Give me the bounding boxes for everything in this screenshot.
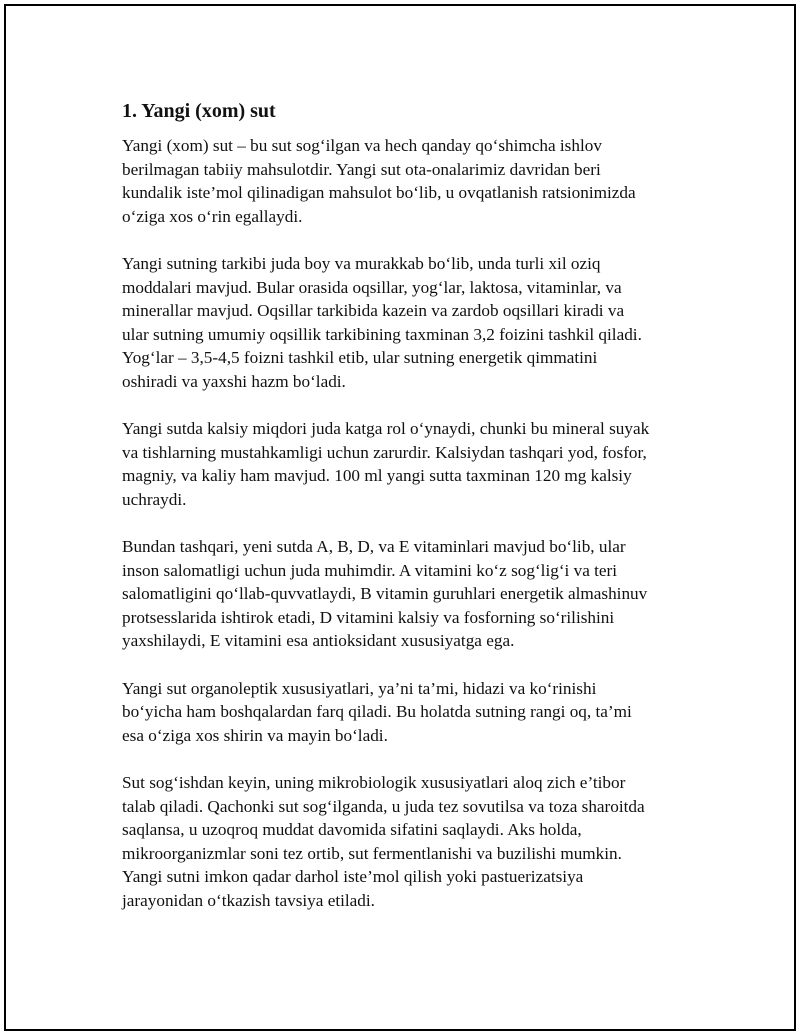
- document-page: [4, 4, 796, 1031]
- paragraph-composition: Yangi sutning tarkibi juda boy va murakkab bo‘lib, unda turli xil oziq moddalari mavjud. Bular orasida oqsillar, yog‘lar, laktosa, vitaminlar, va minerallar mavjud. Oqsillar tarkibida kazein va zardob oqsillari kiradi va ular sutning umumiy oqsillik tarkibining taxminan 3,2 foizini tashkil qiladi. Yog‘lar – 3,5-4,5 foizni tashkil etib, ular sutning energetik qimmatini oshiradi va yaxshi hazm bo‘ladi.: [122, 254, 642, 391]
- section-heading: 1. Yangi (xom) sut: [122, 100, 276, 122]
- paragraph-minerals: Yangi sutda kalsiy miqdori juda katga rol o‘ynaydi, chunki bu mineral suyak va tishlarning mustahkamligi uchun zarurdir. Kalsiydan tashqari yod, fosfor, magniy, va kaliy ham mavjud. 100 ml yangi sutta taxminan 120 mg kalsiy uchraydi.: [122, 419, 650, 509]
- paragraph-intro: Yangi (xom) sut – bu sut sog‘ilgan va hech qanday qo‘shimcha ishlov berilmagan tabiiy mahsulotdir. Yangi sut ota-onalarimiz davridan beri kundalik iste’mol qilinadigan mahsulot bo‘lib, u ovqatlanish ratsionimizda o‘ziga xos o‘rin egallaydi.: [122, 136, 636, 226]
- paragraph-organoleptic: Yangi sut organoleptik xususiyatlari, ya’ni ta’mi, hidazi va ko‘rinishi bo‘yicha ham boshqalardan farq qiladi. Bu holatda sutning rangi oq, ta’mi esa o‘ziga xos shirin va mayin bo‘ladi.: [122, 678, 632, 745]
- paragraph-microbiology: Sut sog‘ishdan keyin, uning mikrobiologik xususiyatlari aloq zich e’tibor talab qiladi. Qachonki sut sog‘ilganda, u juda tez sovutilsa va toza sharoitda saqlansa, u uzoqroq muddat davomida sifatini saqlaydi. Aks holda, mikroorganizmlar soni tez ortib, sut fermentlanishi va buzilishi mumkin. Yangi sutni imkon qadar darhol iste’mol qilish yoki pastuerizatsiya jarayonidan o‘tkazish tavsiya etiladi.: [122, 773, 645, 910]
- document-body: [122, 98, 702, 936]
- paragraph-vitamins: Bundan tashqari, yeni sutda A, B, D, va E vitaminlari mavjud bo‘lib, ular inson salomatligi uchun juda muhimdir. A vitamini ko‘z sog‘lig‘i va teri salomatligini qo‘llab-quvvatlaydi, B vitamin guruhlari energetik almashinuv protsesslarida ishtirok etadi, D vitamini kalsiy va fosforning so‘rilishini yaxshilaydi, E vitamini esa antioksidant xususiyatga ega.: [122, 537, 648, 650]
